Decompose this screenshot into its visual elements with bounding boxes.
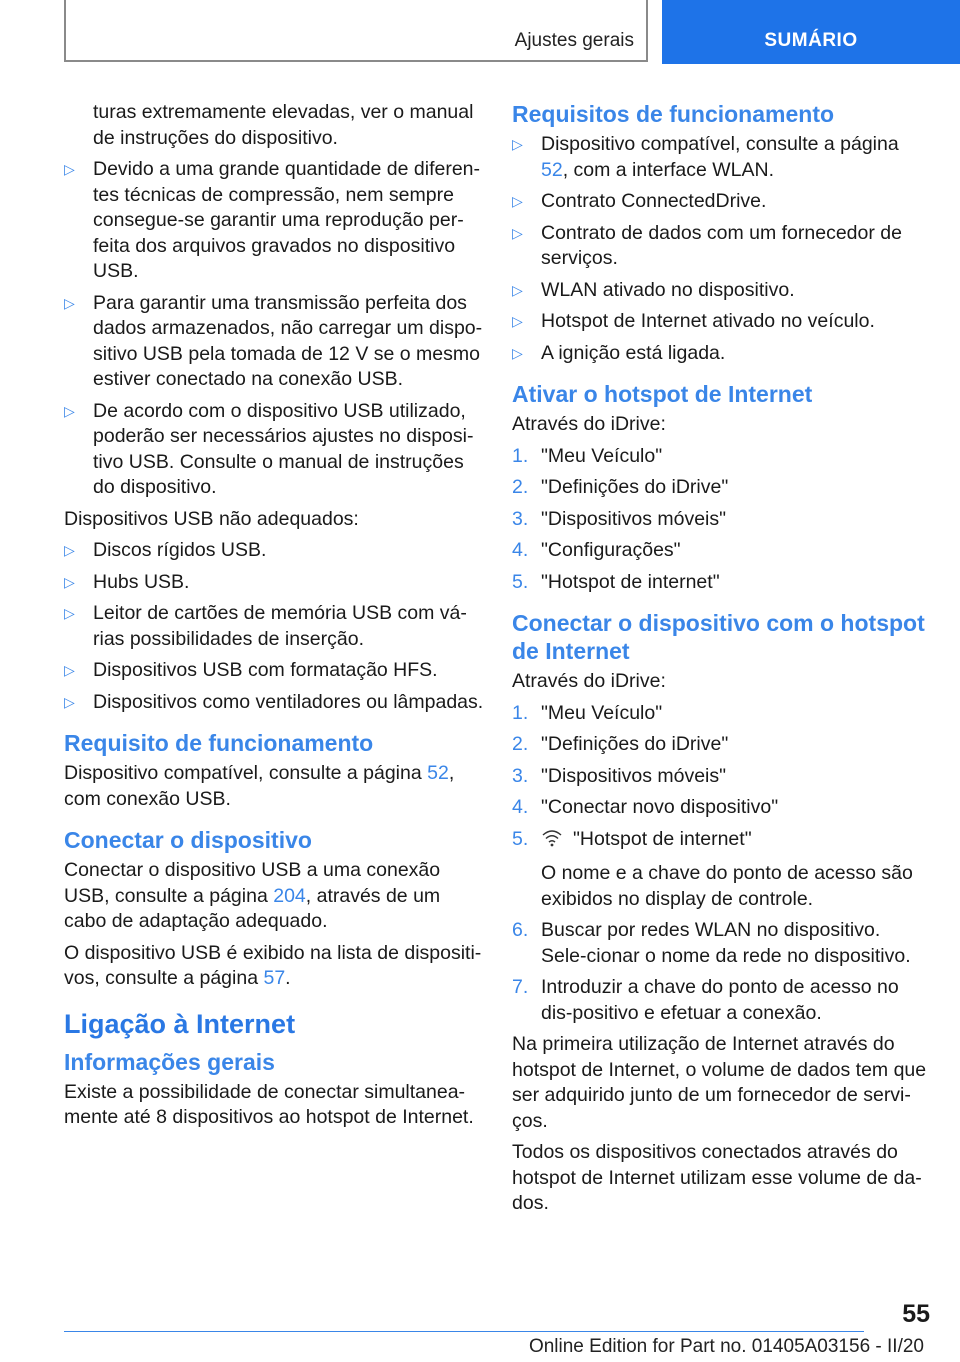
heading-general-info: Informações gerais [64, 1048, 275, 1075]
step-item: 2. "Definições do iDrive" [512, 476, 729, 498]
triangle-bullet-icon: ▷ [512, 193, 523, 209]
requirement-text: Dispositivo compatível, consulte a página 52, com conexão USB. [64, 762, 455, 810]
triangle-bullet-icon: ▷ [64, 573, 75, 590]
list-item: ▷ Hotspot de Internet ativado no veículo. [512, 309, 930, 335]
list-item: ▷ WLAN ativado no dispositivo. [512, 278, 930, 304]
list-item: ▷ Hubs USB. [64, 570, 484, 596]
heading-requirements: Requisitos de funcionamento [512, 101, 835, 127]
triangle-bullet-icon: ▷ [512, 344, 523, 361]
summary-button[interactable] [662, 0, 960, 64]
list-item: ▷ Dispositivo compatível, consulte a página 52, com a interface WLAN. [512, 133, 899, 181]
triangle-bullet-icon: ▷ [512, 281, 523, 298]
step-item: 3. "Dispositivos móveis" [512, 507, 727, 530]
via-idrive-text: Através do iDrive: [512, 413, 666, 435]
page-link-52[interactable]: 52 [427, 762, 449, 784]
step-5-description: O nome e a chave do ponto de acesso são exibidos no display de controle. [541, 862, 913, 910]
step-item: 5. "Hotspot de internet" [512, 570, 720, 593]
triangle-bullet-icon: ▷ [64, 161, 75, 177]
heading-internet-connection: Ligação à Internet [64, 1008, 296, 1039]
data-volume-text: Na primeira utilização de Internet através do hotspot de Internet, o volume de dados tem que ser adquirido junto de um fornecedor de servi-ços. [512, 1033, 927, 1132]
triangle-bullet-icon: ▷ [64, 662, 75, 678]
page-link-52[interactable]: 52 [541, 158, 563, 181]
triangle-bullet-icon: ▷ [64, 693, 75, 710]
connect-text: Conectar o dispositivo USB a uma conexão USB, consulte a página 204, através de um cabo de adaptação adequado. [64, 859, 441, 932]
list-item: ▷ Leitor de cartões de memória USB com vá-rias possibilidades de inserção. [64, 602, 467, 650]
triangle-bullet-icon: ▷ [512, 313, 523, 329]
step-item: 1. "Meu Veículo" [512, 444, 663, 467]
shared-volume-text: Todos os dispositivos conectados através do hotspot de Internet utilizam esse volume de da-dos. [512, 1141, 922, 1214]
step-item: 6. Buscar por redes WLAN no dispositivo. Sele-cionar o nome da rede no dispositivo. [512, 919, 911, 967]
step-item: 4. "Configurações" [512, 539, 681, 561]
via-idrive-text: Através do iDrive: [512, 670, 666, 692]
left-column [64, 100, 484, 1137]
header-section-box [64, 0, 648, 62]
list-item: ▷ Dispositivos USB com formatação HFS. [64, 658, 484, 684]
page-link-57[interactable]: 57 [263, 967, 286, 989]
summary-label: SUMÁRIO [764, 30, 858, 51]
list-item: ▷ Dispositivos como ventiladores ou lâmpadas. [64, 690, 484, 716]
list-item: ▷ Para garantir uma transmissão perfeita dos dados armazenados, não carregar um dispo-sitivo USB pela tomada de 12 V se o mesmo estiver conectado na conexão USB. [64, 291, 483, 390]
right-column [512, 100, 930, 1223]
list-item: ▷ Contrato de dados com um fornecedor de serviços. [512, 221, 902, 269]
wifi-icon [541, 828, 563, 856]
heading-connect-hotspot: Conectar o dispositivo com o hotspot de Internet [512, 610, 925, 664]
triangle-bullet-icon: ▷ [64, 294, 75, 311]
list-item: ▷ Contrato ConnectedDrive. [512, 189, 930, 215]
device-list-text: O dispositivo USB é exibido na lista de dispositi-vos, consulte a página 57. [64, 941, 482, 989]
triangle-bullet-icon: ▷ [64, 402, 75, 419]
continued-bullet-text: turas extremamente elevadas, ver o manual de instruções do dispositivo. [93, 101, 474, 149]
list-item: ▷ De acordo com o dispositivo USB utilizado, poderão ser necessários ajustes no disposi-tivo USB. Consulte o manual de instruções do dispositivo. [64, 399, 474, 498]
list-item: ▷ A ignição está ligada. [512, 341, 930, 367]
footer-divider [64, 1331, 864, 1332]
section-title: Ajustes gerais [514, 30, 634, 51]
step-item: 1. "Meu Veículo" [512, 701, 663, 724]
triangle-bullet-icon: ▷ [512, 224, 523, 241]
page-link-204[interactable]: 204 [273, 884, 306, 907]
step-item: 7. Introduzir a chave do ponto de acesso no dis-positivo e efetuar a conexão. [512, 976, 899, 1024]
edition-text: Online Edition for Part no. 01405A03156 - II/20 [528, 1336, 924, 1357]
general-info-text: Existe a possibilidade de conectar simultanea-mente até 8 dispositivos ao hotspot de Internet. [64, 1080, 474, 1128]
heading-connect-device: Conectar o dispositivo [64, 827, 312, 853]
step-item: 3. "Dispositivos móveis" [512, 764, 727, 787]
heading-requirement: Requisito de funcionamento [64, 730, 374, 756]
triangle-bullet-icon: ▷ [64, 605, 75, 621]
triangle-bullet-icon: ▷ [512, 136, 523, 152]
list-item: ▷ Discos rígidos USB. [64, 538, 484, 564]
triangle-bullet-icon: ▷ [64, 542, 75, 558]
unsuitable-intro: Dispositivos USB não adequados: [64, 507, 359, 530]
step-item: 5. "Hotspot de internet" [512, 827, 930, 856]
list-item: ▷ Devido a uma grande quantidade de diferen-tes técnicas de compressão, nem sempre consegue-se garantir uma reprodução per-feita dos arquivos gravados no dispositivo USB. [64, 158, 481, 282]
heading-activate-hotspot: Ativar o hotspot de Internet [512, 381, 813, 407]
step-item: 2. "Definições do iDrive" [512, 733, 729, 755]
page-number: 55 [902, 1300, 930, 1328]
step-item: 4. "Conectar novo dispositivo" [512, 796, 779, 818]
